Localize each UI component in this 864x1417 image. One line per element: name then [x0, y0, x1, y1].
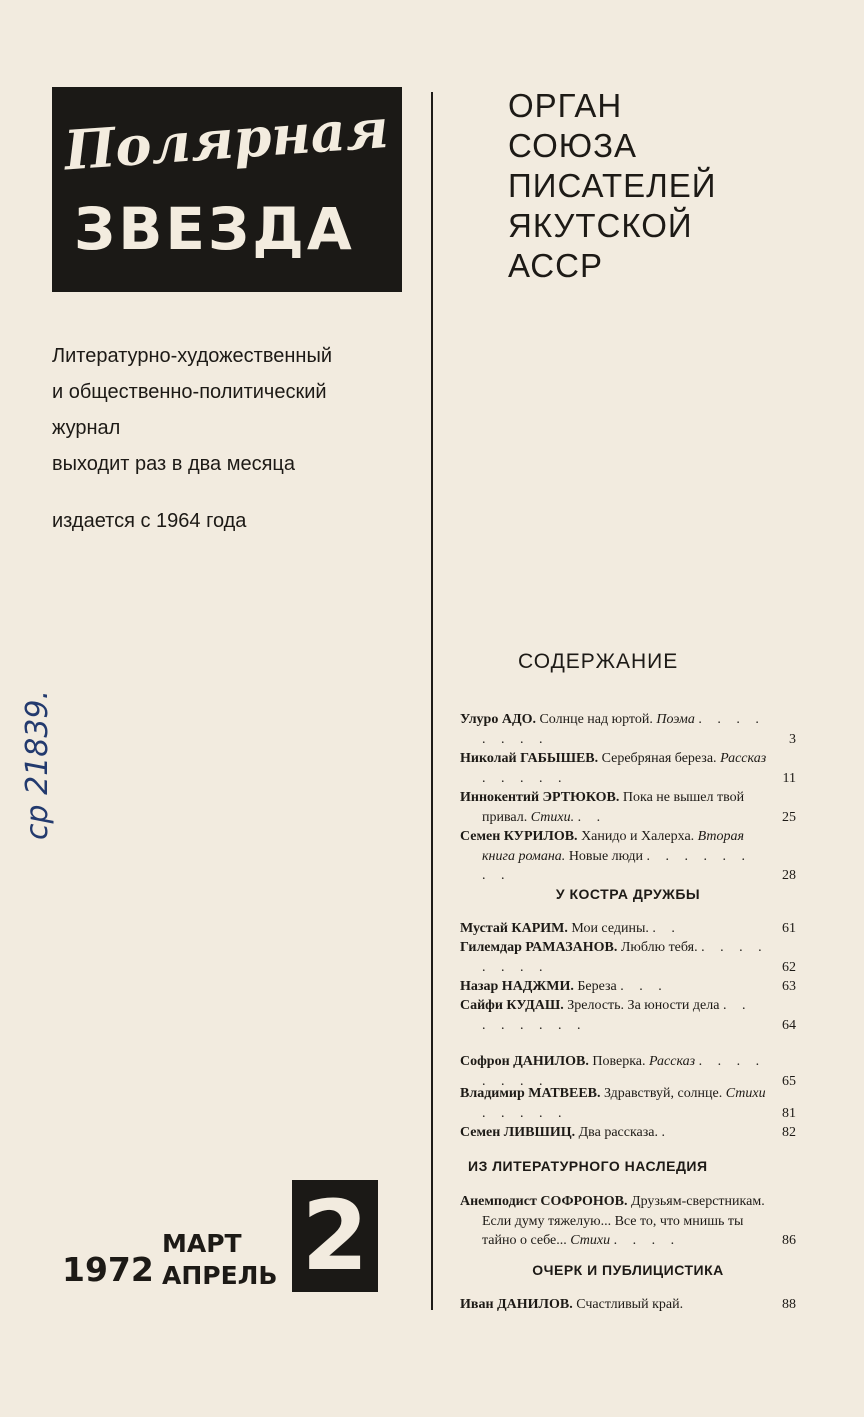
contents-title: СОДЕРЖАНИЕ: [518, 650, 679, 673]
entry-genre: Рассказ: [649, 1054, 696, 1069]
entry-title: Друзьям-сверстникам. Если думу тяжелую... Все то, что мнишь ты тайно о себе...: [482, 1194, 765, 1248]
section-heading-heritage: ИЗ ЛИТЕРАТУРНОГО НАСЛЕДИЯ: [468, 1158, 708, 1174]
publisher-line: ПИСАТЕЛЕЙ: [508, 167, 717, 204]
section-heading-friendship: У КОСТРА ДРУЖБЫ: [555, 886, 701, 902]
toc-entry: [460, 1084, 796, 1123]
toc-entry: [460, 1295, 796, 1315]
entry-author: Мустай КАРИМ.: [460, 921, 568, 936]
entry-page: 86: [782, 1233, 796, 1248]
entry-page: 61: [782, 921, 796, 936]
entry-genre: Поэма: [656, 712, 695, 727]
entry-title: Счастливый край.: [576, 1297, 684, 1312]
toc-entry: [460, 788, 796, 827]
entry-author: Владимир МАТВЕЕВ.: [460, 1086, 601, 1101]
toc-entry: [460, 710, 796, 749]
entry-page: 64: [782, 1017, 796, 1033]
entry-author: Анемподист СОФРОНОВ.: [460, 1194, 628, 1209]
publisher-line: АССР: [508, 247, 603, 284]
entry-author: Николай ГАБЫШЕВ.: [460, 751, 599, 766]
entry-author: Семен ЛИВШИЦ.: [460, 1125, 576, 1140]
toc-entry: [460, 938, 796, 977]
entry-leader-dots: . . . . . . . .: [482, 848, 752, 883]
entry-author: Семен КУРИЛОВ.: [460, 829, 578, 844]
entry-page: 62: [782, 959, 796, 975]
entry-page: 11: [782, 770, 796, 786]
toc-entry: [460, 749, 796, 788]
entry-title: Пока не вышел твой привал.: [482, 790, 745, 825]
entry-page: 82: [782, 1125, 796, 1140]
toc-entry: [460, 996, 796, 1035]
library-stamp: ср 21839.: [20, 689, 55, 840]
issue-year: 1972: [62, 1250, 154, 1289]
masthead-logo: [52, 87, 402, 292]
entry-leader-dots: . . .: [620, 979, 668, 994]
entry-genre: Стихи.: [530, 809, 575, 825]
issue-month: МАРТ: [162, 1229, 242, 1258]
publishing-since: издается с 1964 года: [52, 510, 247, 532]
entry-leader-dots: . . . . . . . .: [482, 712, 765, 747]
publisher-line: ОРГАН: [508, 87, 623, 124]
entry-leader-dots: . . . . .: [482, 1105, 568, 1121]
entry-page: 65: [782, 1073, 796, 1089]
entry-genre: Стихи: [570, 1233, 611, 1248]
entry-title: Люблю тебя.: [620, 940, 698, 955]
section-heading-essay: ОЧЕРК И ПУБЛИЦИСТИКА: [532, 1262, 724, 1278]
description-line: Литературно-художественный: [52, 345, 332, 367]
entry-title: Два рассказа.: [578, 1125, 659, 1140]
toc-entry: [460, 1123, 796, 1143]
entry-title: Береза: [577, 979, 617, 994]
issue-month: АПРЕЛЬ: [162, 1261, 278, 1290]
entry-title: Зрелость. За юности дела: [567, 998, 720, 1013]
entry-leader-dots: . .: [652, 921, 681, 936]
entry-page: 63: [782, 979, 796, 994]
entry-leader-dots: . . . . . . . .: [482, 998, 752, 1033]
entry-author: Софрон ДАНИЛОВ.: [460, 1054, 589, 1069]
toc-entry: [460, 827, 796, 886]
entry-page: 88: [782, 1297, 796, 1312]
toc-entry: [460, 977, 796, 997]
publisher-statement: [508, 86, 717, 286]
toc-entry: [460, 1192, 796, 1251]
entry-leader-dots: . . . . . . . .: [482, 1054, 766, 1089]
description-line: выходит раз в два месяца: [52, 453, 295, 475]
issue-number: 2: [292, 1180, 378, 1292]
publisher-line: СОЮЗА: [508, 127, 638, 164]
entry-author: Улуро АДО.: [460, 712, 536, 727]
entry-genre: Стихи: [725, 1086, 766, 1101]
entry-title: Мои седины.: [571, 921, 649, 936]
entry-title: Здравствуй, солнце.: [604, 1086, 723, 1101]
toc-entry: [460, 919, 796, 939]
entry-title: Поверка.: [592, 1054, 646, 1069]
entry-title: Солнце над юртой.: [539, 712, 653, 727]
description-line: и общественно-политический: [52, 381, 327, 403]
entry-author: Иван ДАНИЛОВ.: [460, 1297, 573, 1312]
entry-title: Ханидо и Халерха.: [581, 829, 695, 844]
description-line: журнал: [52, 417, 121, 439]
masthead-block-title: ЗВЕЗДА: [74, 195, 355, 263]
entry-author: Гилемдар РАМАЗАНОВ.: [460, 940, 618, 955]
journal-description: [52, 338, 332, 482]
issue-months: [162, 1228, 278, 1292]
entry-leader-dots: . . . .: [613, 1233, 681, 1248]
vertical-divider: [431, 92, 433, 1310]
entry-author: Назар НАДЖМИ.: [460, 979, 574, 994]
entry-page: 81: [782, 1105, 796, 1121]
publisher-line: ЯКУТСКОЙ: [508, 207, 693, 244]
masthead-script-title: Полярная: [62, 95, 391, 183]
entry-title: Серебряная береза.: [601, 751, 717, 766]
entry-page: 28: [782, 868, 796, 883]
entry-leader-dots: . . . . .: [482, 770, 568, 786]
entry-leader-dots: . .: [577, 809, 607, 825]
entry-leader-dots: .: [661, 1125, 672, 1140]
entry-genre: Вторая книга романа.: [482, 829, 745, 864]
entry-page: 3: [789, 731, 796, 747]
entry-page: 25: [782, 809, 796, 825]
entry-author: Сайфи КУДАШ.: [460, 998, 564, 1013]
entry-extra: Новые люди: [568, 848, 644, 864]
entry-author: Иннокентий ЭРТЮКОВ.: [460, 790, 620, 805]
entry-genre: Рассказ: [720, 751, 767, 766]
entry-leader-dots: . . . . . . . .: [482, 940, 768, 975]
